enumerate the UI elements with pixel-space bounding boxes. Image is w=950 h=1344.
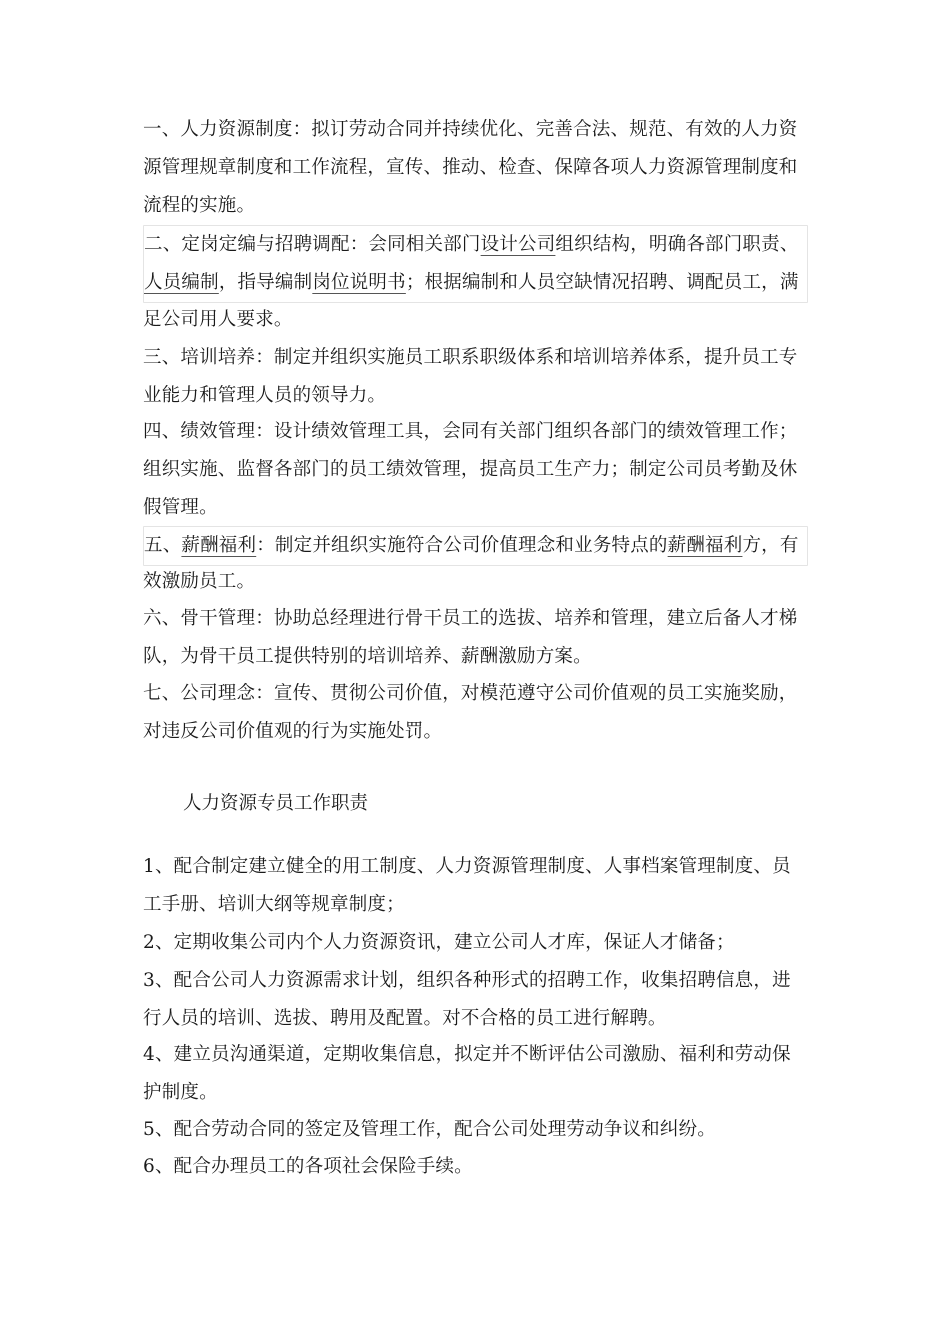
duty-staffing-tail <box>143 301 808 339</box>
text-line: 假管理。 <box>143 497 218 518</box>
duty-compensation-tail <box>143 563 808 601</box>
text-line: 四、绩效管理：设计绩效管理工具，会同有关部门组织各部门的绩效管理工作； <box>143 421 798 442</box>
underlined-term: 薪酬福利 <box>181 535 257 556</box>
duty-training <box>143 339 808 415</box>
underlined-term: 人员编制 <box>144 272 219 293</box>
duty-performance <box>143 413 808 527</box>
duty-company-values <box>143 675 808 751</box>
text-line: 一、人力资源制度：拟订劳动合同并持续优化、完善合法、规范、有效的人力资 <box>143 119 798 140</box>
text-line: 流程的实施。 <box>143 195 256 216</box>
underlined-term: 薪酬福利 <box>667 535 743 556</box>
underlined-term: 岗位说明书 <box>312 272 406 293</box>
duty-compensation-box <box>143 526 808 566</box>
specialist-item-5 <box>143 1111 808 1149</box>
specialist-item-1 <box>143 848 808 924</box>
text-line: 护制度。 <box>143 1082 218 1103</box>
underlined-term: 设计公司 <box>480 234 556 255</box>
text-run: 二、定岗定编与招聘调配：会同相关部门 <box>144 234 481 255</box>
text-line: 对违反公司价值观的行为实施处罚。 <box>143 721 443 742</box>
text-line: 业能力和管理人员的领导力。 <box>143 385 387 406</box>
text-line: 三、培训培养：制定并组织实施员工职系职级体系和培训培养体系，提升员工专 <box>143 347 798 368</box>
specialist-item-4 <box>143 1036 808 1112</box>
text-line <box>144 226 807 264</box>
text-line <box>144 527 807 565</box>
text-line: 6、配合办理员工的各项社会保险手续。 <box>143 1156 473 1177</box>
specialist-item-6 <box>143 1148 808 1186</box>
text-line: 行人员的培训、选拔、聘用及配置。对不合格的员工进行解聘。 <box>143 1008 667 1029</box>
text-line: 效激励员工。 <box>143 571 256 592</box>
text-line: 足公司用人要求。 <box>143 309 293 330</box>
section-heading: 人力资源专员工作职责 <box>183 793 369 814</box>
duty-key-staff <box>143 600 808 676</box>
text-run: ，指导编制 <box>218 272 313 293</box>
text-line: 组织实施、监督各部门的员工绩效管理，提高员工生产力；制定公司员考勤及休 <box>143 459 798 480</box>
text-line: 队，为骨干员工提供特别的培训培养、薪酬激励方案。 <box>143 646 592 667</box>
text-line <box>144 264 807 302</box>
text-line: 七、公司理念：宣传、贯彻公司价值，对模范遵守公司价值观的员工实施奖励， <box>143 683 798 704</box>
duty-hr-system <box>143 111 808 225</box>
text-line: 5、配合劳动合同的签定及管理工作，配合公司处理劳动争议和纠纷。 <box>143 1119 716 1140</box>
text-line: 2、定期收集公司内个人力资源资讯，建立公司人才库，保证人才储备； <box>143 932 735 953</box>
text-line: 六、骨干管理：协助总经理进行骨干员工的选拔、培养和管理，建立后备人才梯 <box>143 608 798 629</box>
text-line: 3、配合公司人力资源需求计划，组织各种形式的招聘工作，收集招聘信息，进 <box>143 970 791 991</box>
specialist-item-2 <box>143 924 808 962</box>
text-run: 方，有 <box>742 535 799 556</box>
text-line: 1、配合制定建立健全的用工制度、人力资源管理制度、人事档案管理制度、员 <box>143 856 791 877</box>
text-line: 工手册、培训大纲等规章制度； <box>143 894 405 915</box>
text-run: ；根据编制和人员空缺情况招聘、调配员工，满 <box>405 272 799 293</box>
text-run: ：制定并组织实施符合公司价值理念和业务特点的 <box>256 535 668 556</box>
text-run: 五、 <box>144 535 182 556</box>
specialist-item-3 <box>143 962 808 1038</box>
text-run: 组织结构，明确各部门职责、 <box>555 234 799 255</box>
duty-staffing-box <box>143 225 808 303</box>
text-line: 源管理规章制度和工作流程，宣传、推动、检查、保障各项人力资源管理制度和 <box>143 157 798 178</box>
text-line: 4、建立员沟通渠道，定期收集信息，拟定并不断评估公司激励、福利和劳动保 <box>143 1044 791 1065</box>
